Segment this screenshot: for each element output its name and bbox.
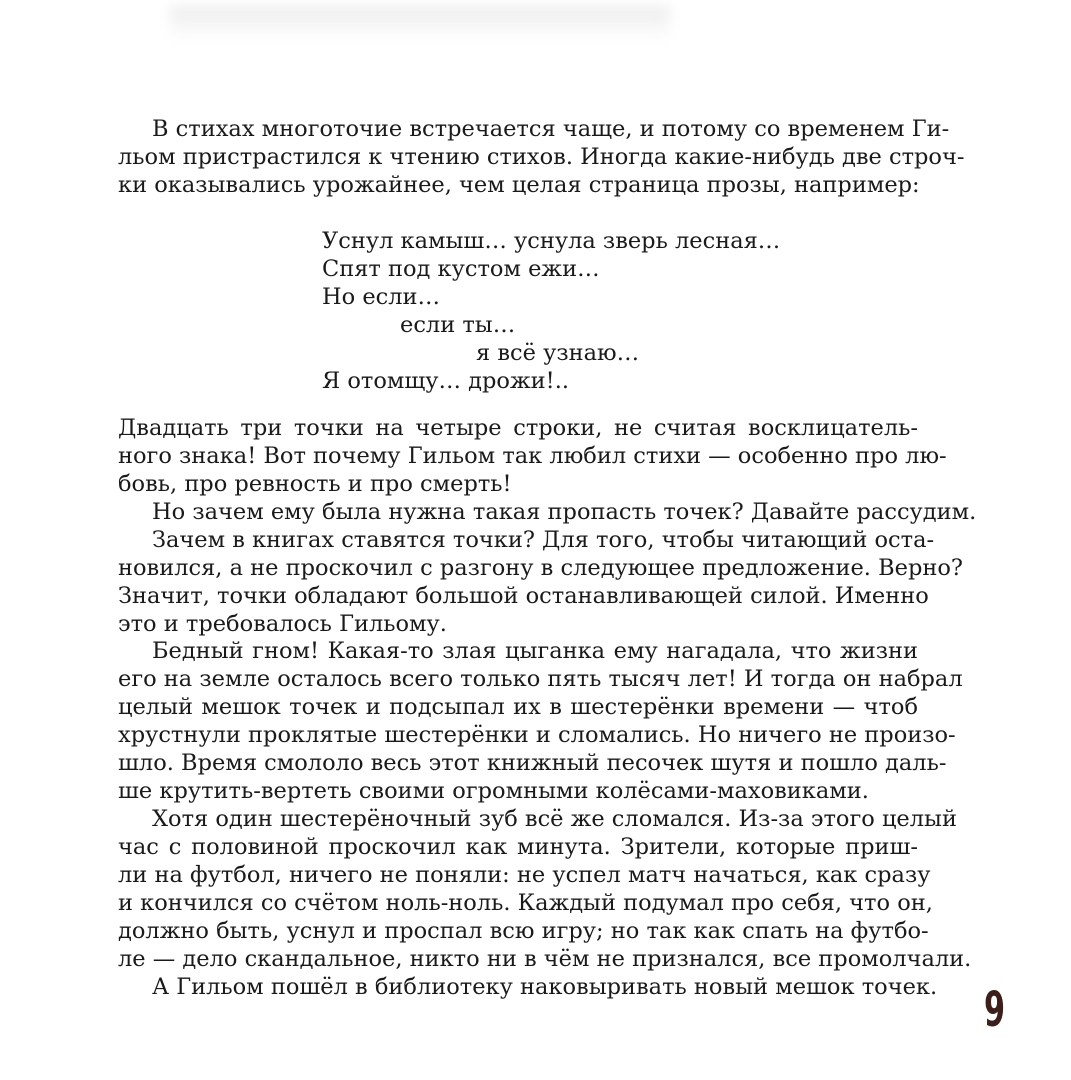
paragraph-line: Но зачем ему была нужна такая пропасть точек? Давайте рассудим.	[152, 499, 977, 525]
paragraph-line: должно быть, уснул и проспал всю игру; но так как спать на футбо-	[118, 918, 929, 944]
poem-line: Я отомщу… дрожи!..	[322, 368, 570, 394]
paragraph-line: и кончился со счётом ноль-ноль. Каждый подумал про себя, что он,	[118, 890, 933, 916]
paragraph-line: ки оказывались урожайнее, чем целая страница прозы, например:	[118, 172, 920, 198]
paragraph-line: ли на футбол, ничего не поняли: не успел матч начаться, как сразу	[118, 862, 931, 888]
paragraph-line: льом пристрастился к чтению стихов. Иногда какие-нибудь две строч-	[118, 144, 965, 170]
poem-line: Но если…	[322, 284, 441, 310]
paragraph-line: В стихах многоточие встречается чаще, и потому со временем Ги-	[152, 116, 950, 142]
paragraph-line: его на земле осталось всего только пять тысяч лет! И тогда он набрал	[118, 666, 963, 692]
paragraph-line: А Гильом пошёл в библиотеку наковыривать новый мешок точек.	[152, 974, 938, 1000]
scan-artifact	[170, 6, 670, 40]
paragraph-line: Двадцать три точки на четыре строки, не считая восклицатель-	[118, 415, 918, 441]
paragraph-line: шло. Время смололо весь этот книжный песочек шутя и пошло даль-	[118, 750, 947, 776]
paragraph-line: час с половиной проскочил как минута. Зрители, которые приш-	[118, 834, 918, 860]
poem-line: я всё узнаю…	[476, 340, 640, 366]
paragraph-line: Значит, точки обладают большой останавливающей силой. Именно	[118, 583, 929, 609]
poem-line: Уснул камыш… уснула зверь лесная…	[322, 228, 781, 254]
paragraph-line: бовь, про ревность и про смерть!	[118, 471, 512, 497]
paragraph-line: Бедный гном! Какая-то злая цыганка ему нагадала, что жизни	[152, 638, 918, 664]
paragraph-line: это и требовалось Гильому.	[118, 611, 447, 637]
paragraph-line: ше крутить-вертеть своими огромными колёсами-маховиками.	[118, 778, 869, 804]
paragraph-line: Зачем в книгах ставятся точки? Для того, чтобы читающий оста-	[152, 527, 935, 553]
paragraph-line: новился, а не проскочил с разгону в следующее предложение. Верно?	[118, 555, 963, 581]
poem-line: Спят под кустом ежи…	[322, 256, 600, 282]
paragraph-line: хрустнули проклятые шестерёнки и сломались. Но ничего не произо-	[118, 722, 956, 748]
poem-line: если ты…	[400, 312, 516, 338]
paragraph-line: ного знака! Вот почему Гильом так любил стихи — особенно про лю-	[118, 443, 947, 469]
paragraph-line: ле — дело скандальное, никто ни в чём не признался, все промолчали.	[118, 946, 972, 972]
paragraph-line: Хотя один шестерёночный зуб всё же сломался. Из-за этого целый	[152, 806, 957, 832]
paragraph-line: целый мешок точек и подсыпал их в шестерёнки времени — чтоб	[118, 694, 918, 720]
page-number: 9	[984, 982, 1006, 1038]
